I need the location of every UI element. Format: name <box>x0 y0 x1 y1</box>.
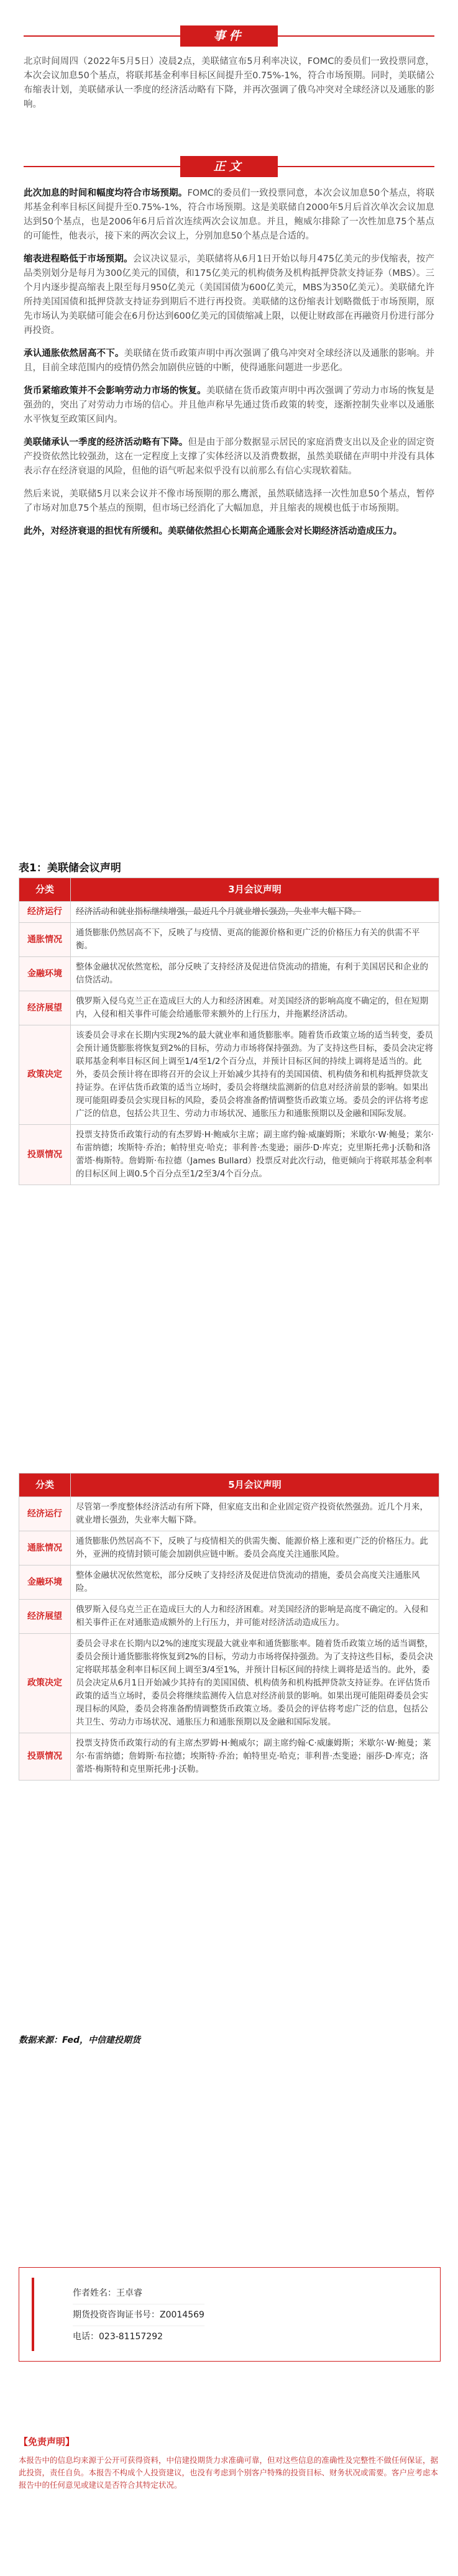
table-title-block <box>0 859 458 874</box>
table-row <box>19 1600 439 1634</box>
row-text: 经济活动和就业指标继续增强，最近几个月就业增长强劲，失业率大幅下降。 <box>71 902 439 923</box>
row-key: 经济展望 <box>19 1600 71 1634</box>
row-key: 投票情况 <box>19 1125 71 1185</box>
row-key: 经济运行 <box>19 902 71 923</box>
body-paragraph-5-text: 但是由于部分数据显示居民的家庭消费支出以及企业的固定资产投资依然比较强劲，这在一定程度上支撑了实体经济以及消费数据，虽然美联储在声明中并没有具体表示存在经济衰退的风险，但他的语气听起来似乎没有以前那么有信心实现软着陆。 <box>24 438 435 476</box>
body-paragraph-4 <box>24 384 434 427</box>
table-row <box>19 1497 439 1531</box>
author-phone: 电话：023-81157292 <box>73 2332 163 2342</box>
row-key: 经济展望 <box>19 991 71 1025</box>
events-header-label: 事件 <box>180 25 278 47</box>
march-table-block <box>0 878 458 1185</box>
row-key: 通胀情况 <box>19 923 71 957</box>
table-row <box>19 1125 439 1185</box>
disclaimer-title: 【免责声明】 <box>19 2436 75 2447</box>
column-header-category: 分类 <box>19 878 71 902</box>
table-row <box>19 1531 439 1565</box>
row-text: 尽管第一季度整体经济活动有所下降，但家庭支出和企业固定资产投资依然强劲。近几个月来，就业增长强劲，失业率大幅下降。 <box>71 1497 439 1531</box>
source-block <box>0 2033 458 2046</box>
row-key: 投票情况 <box>19 1733 71 1781</box>
table-row <box>19 1634 439 1733</box>
body-paragraph-2-text: 会议决议显示，美联储将从6月1日开始以每月475亿美元的步伐缩表，按产品类别划分是每月为300亿美元的国债，和175亿美元的机构债务及机构抵押贷款支持证券（MBS）。三个月内逐步提高缩表上限至每月950亿美元（美国国债为600亿美元，MBS为350亿美元）。美联储允许所持美国国债和抵押贷款支持证券到期后不进行再投资。美联储的这份缩表计划略微低于市场预期，原先市场认为美联储可能会在6月份达到600亿美元的国债缩减上限，以便让财政部在再融资月份进行部分再投资。 <box>24 254 435 336</box>
body-paragraph-4-text: 美联储在货币政策声明中再次强调了劳动力市场的恢复是强劲的，突出了对劳动力市场的信心。并且他声称早先通过货币政策的转变，逐渐控制失业率以及通胀水平恢复至政策区间内。 <box>24 386 435 424</box>
table-row <box>19 991 439 1025</box>
table-header-row <box>19 1474 439 1497</box>
author-card <box>19 2267 441 2362</box>
row-text: 整体金融状况依然宽松，部分反映了支持经济及促进信贷流动的措施，委员会高度关注通胀风险。 <box>71 1565 439 1600</box>
row-text: 委员会寻求在长期内以2%的速度实现最大就业率和通货膨胀率。随着货币政策立场的适当调整，委员会预计通货膨胀将恢复到2%的目标，劳动力市场将保持强劲。为了支持这些目标，委员会决定将联邦基金利率目标区间上调至3/4至1%，并预计目标区间的持续上调将是适当的。此外，委员会决定从6月1日开始减少其持有的美国国债、机构债务和机构抵押贷款支持证券。在评估货币政策的适当立场时，委员会将继续监测传入信息对经济前景的影响。如果出现可能阻碍委员会实现目标的风险，委员会将准备酌情调整货币政策立场。委员会的评估将考虑广泛的信息，包括公共卫生、劳动力市场状况、通胀压力和通胀预期以及金融和国际发展。 <box>71 1634 439 1733</box>
row-text: 投票支持货币政策行动的有主席杰罗姆·H·鲍威尔；副主席约翰·C·威廉姆斯；米歇尔·W·鲍曼；莱尔·布雷纳德；詹姆斯·布拉德；埃斯特·乔治；帕特里克·哈克；菲利普·杰斐逊；丽莎·D·库克；洛蕾塔·梅斯特和克里斯托弗·J·沃勒。 <box>71 1733 439 1781</box>
body-section-header <box>0 154 458 179</box>
table-title: 表1：美联储会议声明 <box>19 862 121 874</box>
body-paragraph-3-text: 美联储在货币政策声明中再次强调了俄乌冲突对全球经济以及通胀的影响。并且，目前全球范围内的疫情仍然会加剧供应链的中断，使得通胀问题进一步恶化。 <box>24 349 434 373</box>
table-row <box>19 902 439 923</box>
row-key: 金融环境 <box>19 1565 71 1600</box>
body-paragraph-6: 然后来说，美联储5月以来会议并不像市场预期的那么鹰派，虽然联储选择一次性加息50个基点，暂停了市场对加息75个基点的预期，但市场已经消化了大幅加息，并且缩表的规模也低于市场预期。 <box>24 489 434 513</box>
may-statement-table <box>19 1473 439 1781</box>
events-section-header <box>0 24 458 48</box>
body-header-label: 正文 <box>180 156 278 177</box>
body-paragraph-1 <box>24 186 434 244</box>
body-paragraph-3-lead: 承认通胀依然居高不下。 <box>24 349 124 359</box>
body-section <box>0 186 458 539</box>
table-row <box>19 1733 439 1781</box>
column-header-title: 3月会议声明 <box>71 878 439 902</box>
body-paragraph-2 <box>24 252 434 338</box>
body-paragraph-7 <box>24 525 434 539</box>
body-paragraph-1-lead: 此次加息的时间和幅度均符合市场预期。 <box>24 188 188 198</box>
table-row <box>19 1565 439 1600</box>
table-row <box>19 957 439 991</box>
table-row <box>19 923 439 957</box>
body-paragraph-1-text: FOMC的委员们一致投票同意，本次会议加息50个基点，将联邦基金利率目标区间提升至0.75%-1%，符合市场预期。这是美联储自2000年5月后首次单次会议加息达到50个基点，也是2006年6月后首次连续两次会议加息。并且，鲍威尔排除了一次性加息75个基点的可能性，他表示，接下来的两次会议上，分别加息50个基点是合适的。 <box>24 188 435 241</box>
row-key: 政策决定 <box>19 1025 71 1125</box>
row-key: 政策决定 <box>19 1634 71 1733</box>
author-certificate: 期货投资咨询证书号：Z0014569 <box>73 2304 204 2326</box>
disclaimer <box>19 2435 439 2491</box>
column-header-category: 分类 <box>19 1474 71 1497</box>
table-row <box>19 1025 439 1125</box>
row-text: 通货膨胀仍然居高不下，反映了与疫情、更高的能源价格和更广泛的价格压力有关的供需不平衡。 <box>71 923 439 957</box>
row-text: 该委员会寻求在长期内实现2%的最大就业率和通货膨胀率。随着货币政策立场的适当转变，委员会预计通货膨胀将恢复到2%的目标，劳动力市场将保持强劲。为了支持这些目标，委员会决定将联邦基金利率目标区间上调至1/4至1/2个百分点，并预计目标区间的持续上调将是适当的。此外，委员会预计将在即将召开的会议上开始减少其持有的美国国债、机构债务和机构抵押贷款支持证券。在评估货币政策的适当立场时，委员会将继续监测新的信息对经济前景的影响。如果出现可能阻碍委员会实现目标的风险，委员会将准备酌情调整货币政策立场。委员会的评估将考虑广泛的信息，包括公共卫生、劳动力市场状况、通胀压力和通胀预期以及金融和国际发展。 <box>71 1025 439 1125</box>
body-paragraph-4-lead: 货币紧缩政策并不会影响劳动力市场的恢复。 <box>24 386 206 396</box>
row-text: 整体金融状况依然宽松，部分反映了支持经济及促进信贷流动的措施，有利于美国居民和企业的信贷活动。 <box>71 957 439 991</box>
table-header-row <box>19 878 439 902</box>
data-source: 数据来源：Fed，中信建投期货 <box>19 2035 140 2045</box>
march-statement-table <box>19 878 439 1185</box>
row-text: 投票支持货币政策行动的有杰罗姆·H·鲍威尔主席；副主席约翰·威廉姆斯；米歇尔·W·鲍曼；莱尔·布雷纳德；埃斯特·乔治；帕特里克·哈克；菲利普·杰斐逊；丽莎·D·库克；克里斯托弗·J·沃勒和洛蕾塔·梅斯特。詹姆斯·布拉德（James Bullard）投票反对此次行动，他更倾向于将联邦基金利率的目标区间上调0.5个百分点至1/2至3/4个百分点。 <box>71 1125 439 1185</box>
column-header-title: 5月会议声明 <box>71 1474 439 1497</box>
row-key: 通胀情况 <box>19 1531 71 1565</box>
events-section <box>0 55 458 112</box>
author-name: 作者姓名：王卓睿 <box>73 2283 204 2304</box>
row-text: 通货膨胀仍然居高不下，反映了与疫情相关的供需失衡、能源价格上涨和更广泛的价格压力。此外，亚洲的疫情封锁可能会加剧供应链中断。委员会高度关注通胀风险。 <box>71 1531 439 1565</box>
body-paragraph-5-lead: 美联储承认一季度的经济活动略有下降。 <box>24 438 188 447</box>
author-info <box>73 2283 204 2347</box>
may-table-block <box>0 1473 458 1781</box>
body-paragraph-2-lead: 缩表进程略低于市场预期。 <box>24 254 133 264</box>
body-paragraph-5 <box>24 436 434 479</box>
row-text: 俄罗斯入侵乌克兰正在造成巨大的人力和经济困难。对美国经济的影响高度不确定的，但在短期内，入侵和相关事件可能会给通胀带来额外的上行压力，并拖累经济活动。 <box>71 991 439 1025</box>
body-paragraph-7-lead: 此外，对经济衰退的担忧有所缓和。美联储依然担心长期高企通胀会对长期经济活动造成压力。 <box>24 526 402 536</box>
row-key: 经济运行 <box>19 1497 71 1531</box>
row-text: 俄罗斯入侵乌克兰正在造成巨大的人力和经济困难。对美国经济的影响是高度不确定的。入侵和相关事件正在对通胀造成额外的上行压力，并可能对经济活动造成压力。 <box>71 1600 439 1634</box>
disclaimer-text: 本报告中的信息均来源于公开可获得资料，中信建投期货力求准确可靠，但对这些信息的准确性及完整性不做任何保证，据此投资，责任自负。本报告不构成个人投资建议，也没有考虑到个别客户特殊的投资目标、财务状况或需要。客户应考虑本报告中的任何意见或建议是否符合其特定状况。 <box>19 2455 439 2490</box>
body-paragraph-3 <box>24 347 434 375</box>
row-key: 金融环境 <box>19 957 71 991</box>
events-text: 北京时间周四（2022年5月5日）凌晨2点，美联储宣布5月利率决议，FOMC的委员们一致投票同意，本次会议加息50个基点，将联邦基金利率目标区间提升至0.75%-1%，符合市场预期。同时，美联储公布缩表计划，美联储承认一季度的经济活动略有下降，并再次强调了俄乌冲突对全球经济以及通胀的影响。 <box>24 57 434 109</box>
